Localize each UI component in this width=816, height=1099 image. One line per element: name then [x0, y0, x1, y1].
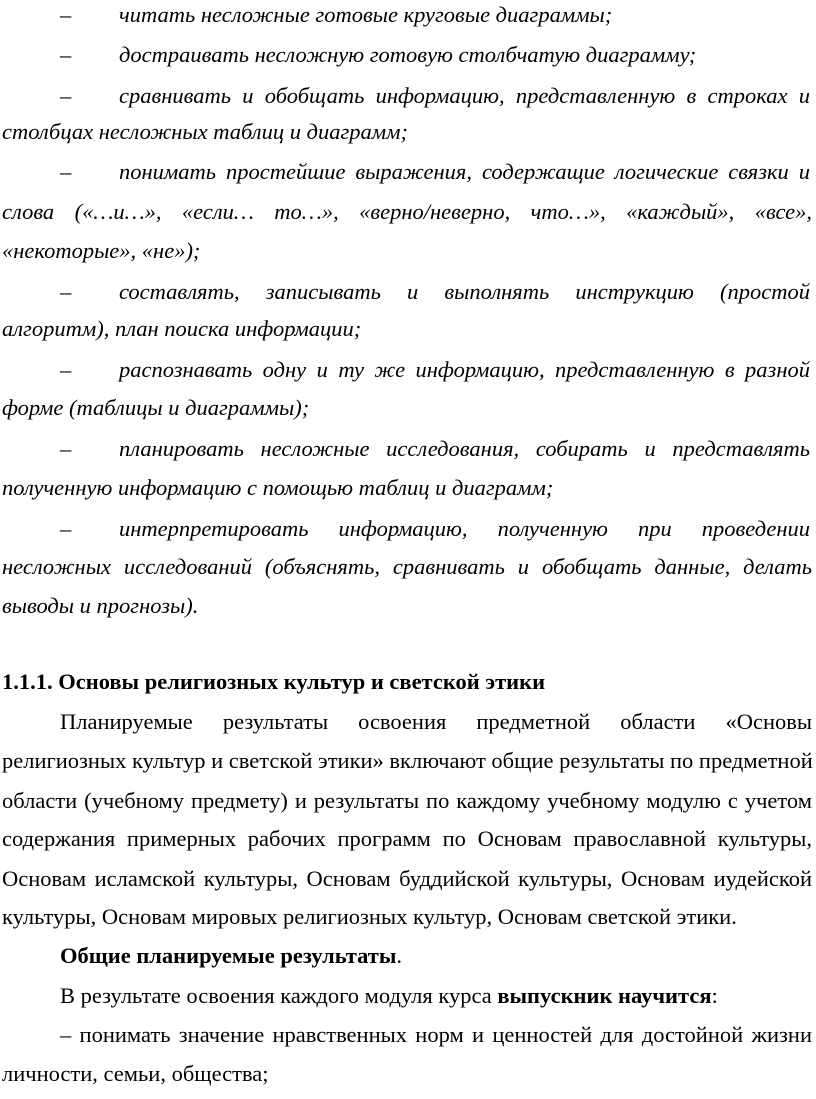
list-item-text: планировать несложные исследования, собирать и представлять	[119, 436, 810, 461]
list-item-continuation: личности, семьи, общества;	[2, 1061, 269, 1086]
list-dash: –	[60, 159, 72, 184]
list-item-text: интерпретировать информацию, полученную при проведении	[119, 516, 810, 541]
section-heading: 1.1.1. Основы религиозных культур и светской этики	[2, 669, 546, 694]
list-dash: –	[60, 436, 72, 461]
list-item	[2, 355, 812, 385]
list-item	[2, 277, 812, 307]
paragraph-line: культуры, Основам мировых религиозных культур, Основам светской этики.	[2, 904, 737, 929]
list-item-text: читать несложные готовые круговые диаграммы;	[119, 2, 613, 27]
list-item-continuation: форме (таблицы и диаграммы);	[2, 395, 310, 420]
list-item-text: достраивать несложную готовую столбчатую диаграмму;	[119, 42, 697, 67]
list-dash: –	[60, 357, 72, 382]
graduate-line-bold: выпускник научится	[497, 983, 712, 1008]
list-dash: –	[60, 83, 72, 108]
subheading-period: .	[396, 943, 403, 968]
list-item-continuation: столбцах несложных таблиц и диаграмм;	[2, 119, 408, 144]
list-item-text: распознавать одну и ту же информацию, представленную в разной	[119, 357, 810, 382]
list-item-text: сравнивать и обобщать информацию, представленную в строках и	[119, 83, 810, 108]
paragraph-line: Основам исламской культуры, Основам буддийской культуры, Основам иудейской	[2, 866, 812, 891]
list-item: – понимать значение нравственных норм и ценностей для достойной жизни	[60, 1022, 812, 1047]
list-item-continuation: полученную информацию с помощью таблиц и диаграмм;	[2, 475, 554, 500]
list-dash: –	[60, 42, 72, 67]
list-item-text: составлять, записывать и выполнять инструкцию (простой	[119, 279, 810, 304]
paragraph-line: Планируемые результаты освоения предметной области «Основы	[60, 709, 812, 734]
list-dash: –	[60, 516, 72, 541]
graduate-line-suffix: :	[711, 983, 718, 1008]
list-item-continuation: слова («…и…», «если… то…», «верно/неверно, что…», «каждый», «все»,	[2, 199, 812, 224]
list-item	[2, 514, 812, 544]
subheading	[60, 941, 812, 971]
list-dash: –	[60, 2, 72, 27]
list-item	[2, 81, 812, 111]
list-item-continuation: «некоторые», «не»);	[2, 238, 201, 263]
subheading-text: Общие планируемые результаты	[60, 943, 397, 968]
graduate-line-prefix: В результате освоения каждого модуля курса	[60, 983, 498, 1008]
list-item	[2, 40, 812, 70]
list-item	[2, 434, 812, 464]
list-item	[2, 157, 812, 187]
paragraph-line: религиозных культур и светской этики» включают общие результаты по предметной	[2, 748, 813, 773]
list-item-continuation: выводы и прогнозы).	[2, 593, 199, 618]
paragraph-line: содержания примерных рабочих программ по Основам православной культуры,	[2, 826, 812, 851]
list-item-continuation: алгоритм), план поиска информации;	[2, 316, 362, 341]
list-item-text: понимать простейшие выражения, содержащие логические связки и	[119, 159, 810, 184]
list-dash: –	[60, 279, 72, 304]
list-item-continuation: несложных исследований (объяснять, сравнивать и обобщать данные, делать	[2, 554, 812, 579]
graduate-line	[60, 981, 812, 1011]
list-item	[2, 0, 812, 30]
paragraph-line: области (учебному предмету) и результаты по каждому учебному модулю с учетом	[2, 788, 812, 813]
